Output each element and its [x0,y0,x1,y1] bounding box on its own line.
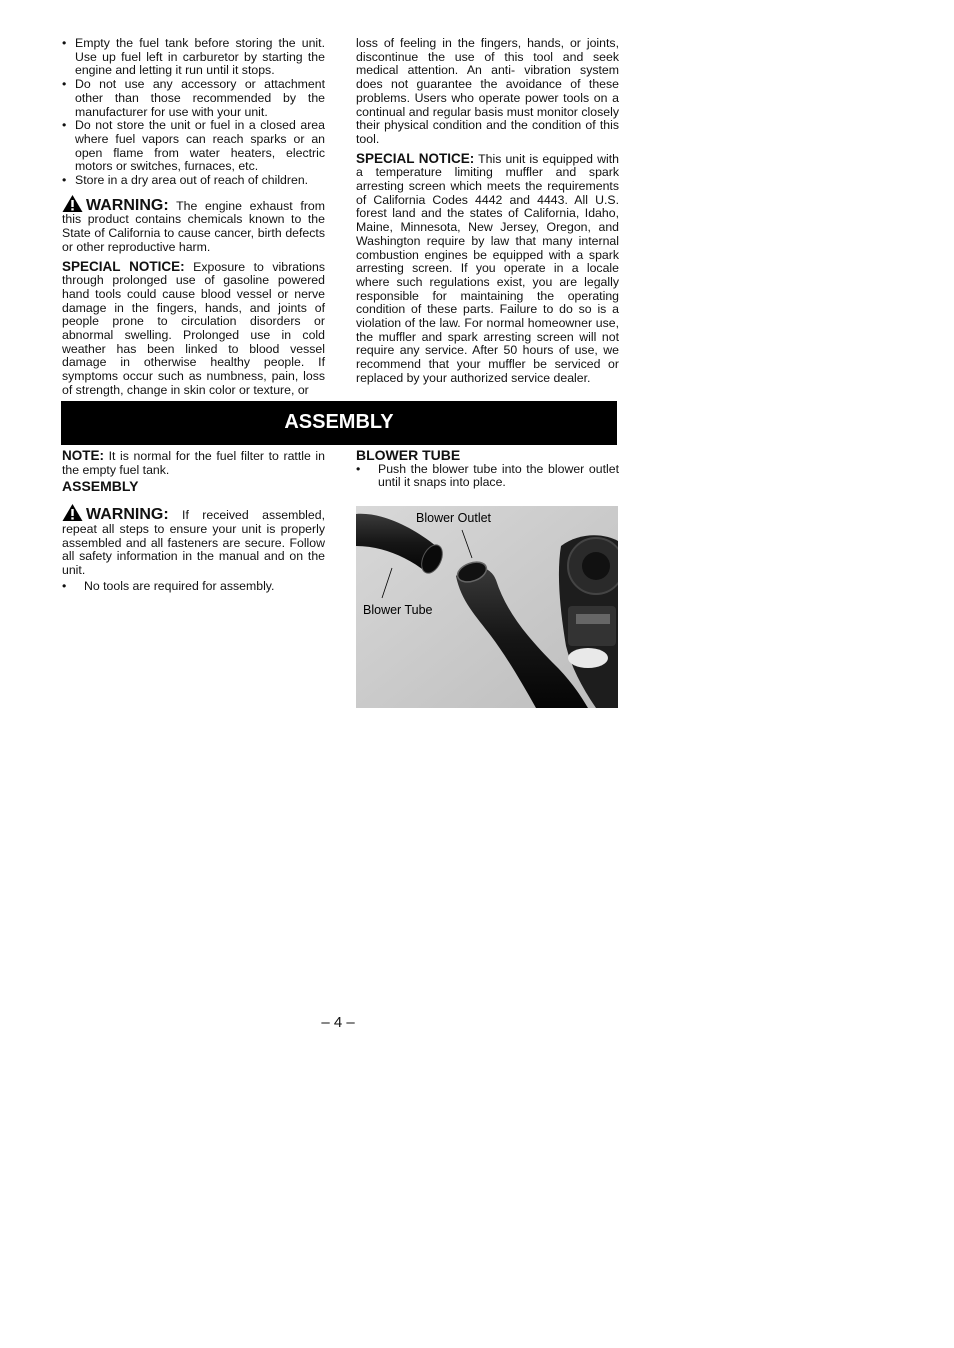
left-column-top [62,37,325,398]
special-notice-text: This unit is equipped with a temperature limiting muffler and spark arresting screen which meets the requirements of California Codes 4442 and 4443. All U.S. forest land and the states of California, Idaho, Maine, Minnesota, New Jersey, Oregon, and Washington require by law that many internal combustion engines be equipped with a spark arresting screen. If you operate in a locale where such regulations exist, you are legally responsible for maintaining the operating condition of these parts. Failure to do so is a violation of the law. For normal homeowner use, the muffler and spark arresting screen will not require any service. After 50 hours of use, we recommend that your muffler be serviced or replaced by your authorized service dealer. [356,151,620,385]
warning-text: The engine exhaust from this product contains chemicals known to the State of California to cause cancer, birth defects or other reproductive harm. [62,198,326,254]
assembly-warning [62,503,325,578]
blower-tube-label: Blower Tube [363,603,433,617]
left-column-bottom [62,449,325,593]
warning-label: WARNING: [86,196,169,214]
assembly-bullet-list [62,580,325,594]
assembly-subheading: ASSEMBLY [62,478,139,495]
list-item: • Empty the fuel tank before storing the unit. Use up fuel left in carburetor by starting the engine and letting it run until it stops. [62,36,325,78]
storage-bullet-list [62,37,325,188]
note-label: NOTE: [62,448,104,463]
fuel-filter-note [62,449,325,477]
special-notice-label: SPECIAL NOTICE: [356,150,475,166]
warning-label: WARNING: [86,506,169,524]
blower-tube-bullet-list [356,463,619,490]
vibration-special-notice [62,260,325,398]
bullet-dot: • [62,118,67,133]
spark-arrestor-special-notice [356,152,619,386]
right-column-bottom [356,449,619,490]
bullet-dot: • [62,77,67,92]
warning-triangle-icon [62,503,83,522]
list-item: • Do not use any accessory or attachment other than those recommended by the manufacturer for use with your unit. [62,77,325,119]
section-banner [61,401,617,445]
list-item: • No tools are required for assembly. [62,578,275,593]
warning-text: If received assembled, repeat all steps to ensure your unit is properly assembled and all fasteners are secure. Follow all safety information in the manual and on the unit. [62,508,326,577]
california-warning [62,194,325,255]
bullet-dot: • [356,461,361,476]
section-title: ASSEMBLY [284,411,394,433]
blower-outlet-label: Blower Outlet [416,511,492,525]
bullet-dot: • [62,173,67,188]
blower-tube-subheading: BLOWER TUBE [356,447,461,463]
list-item: • Do not store the unit or fuel in a closed area where fuel vapors can reach sparks or an open flame from water heaters, electric motors or switches, furnaces, etc. [62,118,325,174]
note-text: It is normal for the fuel filter to rattle in the empty fuel tank. [62,449,325,477]
list-item: • Store in a dry area out of reach of children. [62,173,309,188]
vibration-continuation-text: loss of feeling in the fingers, hands, or joints, discontinue the use of this tool and seek medical attention. An anti- vibration system does not guarantee the avoidance of these problems. Users who operate power tools on a continual and regular basis must monitor closely their physical condition and the condition of this tool. [356,36,619,146]
list-item: • Push the blower tube into the blower outlet until it snaps into place. [356,461,619,490]
bullet-dot: • [62,578,67,593]
special-notice-text: Exposure to vibrations through prolonged use of gasoline powered hand tools could cause blood vessel or nerve damage in the fingers, hands, and joints of people prone to circulation disorders or abnormal swelling. Prolonged use in cold weather has been linked to blood vessel damage in otherwise healthy people. If symptoms occur such as numbness, pain, loss of strength, change in skin color or texture, or [62,259,326,397]
bullet-dot: • [62,36,67,50]
right-column-top [356,37,619,386]
warning-triangle-icon [62,194,83,213]
special-notice-label: SPECIAL NOTICE: [62,258,185,274]
page-number: – 4 – [321,1014,355,1031]
